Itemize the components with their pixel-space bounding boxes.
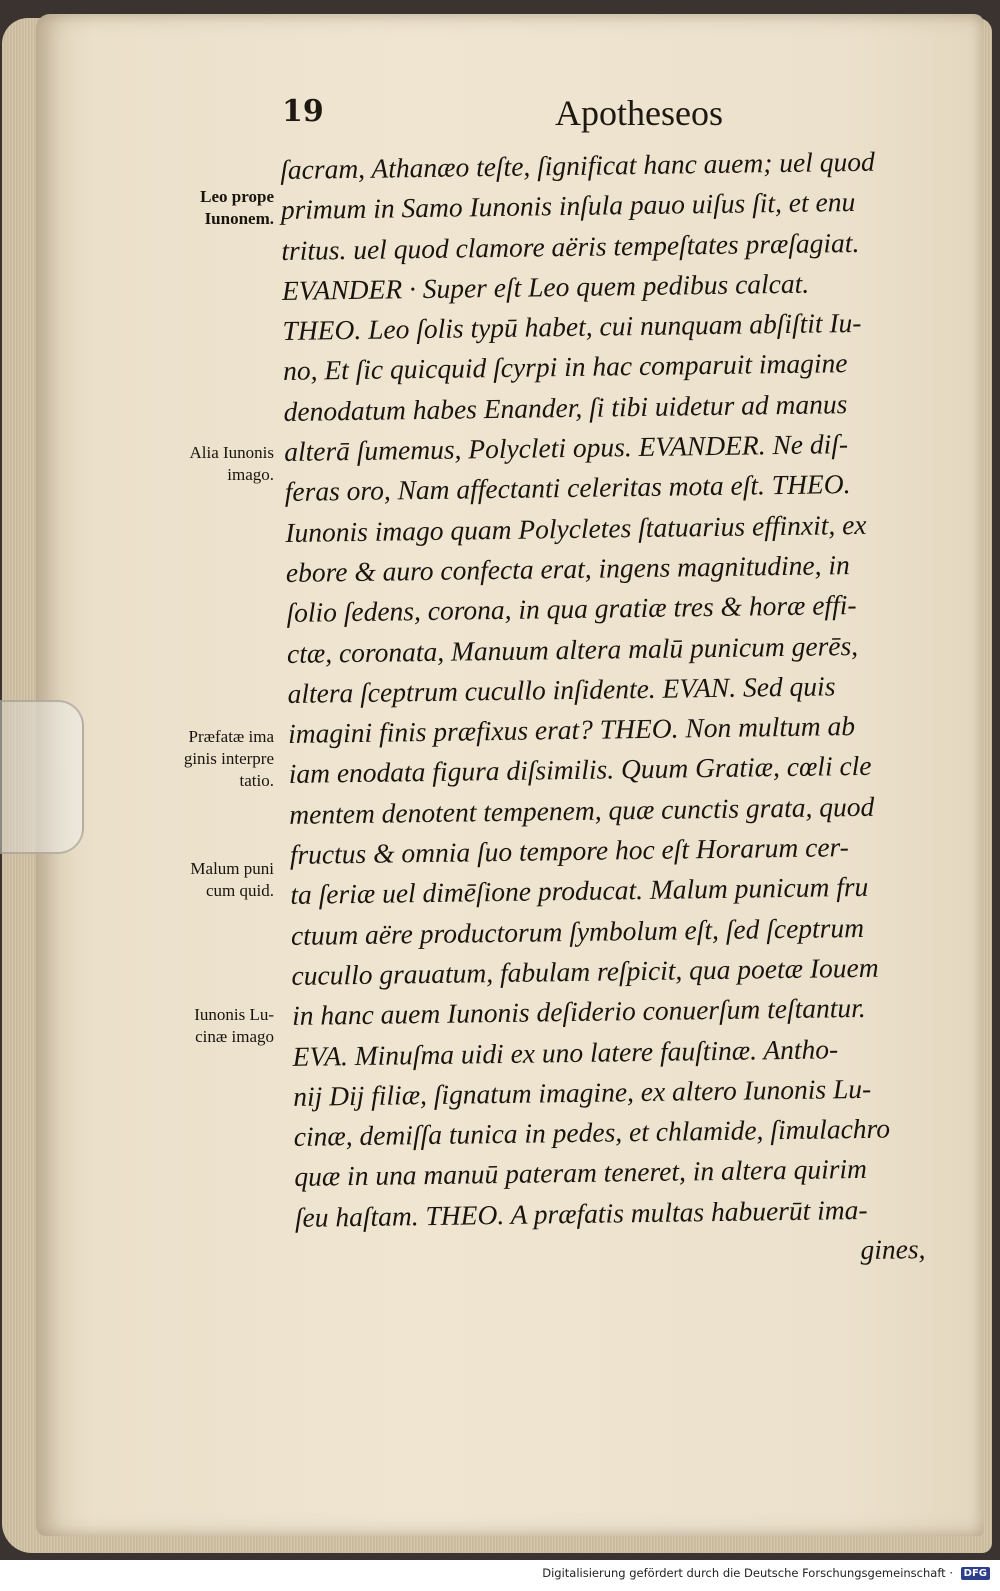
body-line: imagini finis præfixus erat? THEO. Non multum ab [287, 710, 856, 750]
body-line: Iunonis imago quam Polycletes ſtatuarius effinxit, ex [285, 508, 867, 548]
marginal-note-alia-iunonis: Alia Iunonis imago. [189, 443, 274, 484]
catchword: gines, [860, 1233, 926, 1266]
page-clip [0, 700, 84, 854]
body-line: EVANDER · Super eſt Leo quem pedibus calcat. [281, 267, 810, 306]
footer-credit: Digitalisierung gefördert durch die Deutsche Forschungsgemeinschaft · [542, 1566, 953, 1580]
body-line: altera ſceptrum cucullo inſidente. EVAN. Sed quis [287, 670, 836, 709]
body-line: no, Et ſic quicquid ſcyrpi in hac comparuit imagine [282, 347, 848, 387]
body-line: THEO. Leo ſolis typū habet, cui nunquam abſiſtit Iu- [282, 307, 862, 347]
body-line: alterā ſumemus, Polycleti opus. EVANDER. Ne diſ- [283, 428, 849, 468]
body-line: ſeu haſtam. THEO. A præfatis multas habuerūt ima- [294, 1193, 868, 1233]
marginal-note-praefatae: Præfatæ ima ginis interpre tatio. [183, 727, 274, 790]
body-line: in hanc auem Iunonis deſiderio conuerſum teſtantur. [291, 992, 866, 1032]
body-line: iam enodata figura diſsimilis. Quum Gratiæ, cœli cle [288, 750, 872, 790]
marginal-note-leo: Leo prope Iunonem. [200, 187, 274, 228]
body-line: ſolio ſedens, corona, in qua gratiæ tres & horæ effi- [286, 589, 857, 629]
page-number: 19 [282, 94, 324, 129]
body-line: tritus. uel quod clamore aëris tempeſtates præſagiat. [281, 226, 860, 266]
running-head: Apotheseos [555, 93, 723, 133]
dfg-logo-icon: DFG [961, 1567, 990, 1580]
body-line: ta ſeriæ uel dimēſione producat. Malum punicum fru [290, 871, 869, 911]
body-line: denodatum habes Enander, ſi tibi uidetur ad manus [283, 387, 848, 427]
body-text [280, 141, 926, 1278]
body-line: EVA. Minuſma uidi ex uno latere fauſtinæ. Antho- [292, 1032, 839, 1072]
body-line: cucullo grauatum, fabulam reſpicit, qua poetæ Iouem [291, 951, 879, 991]
body-line: ctuum aëre productorum ſymbolum eſt, ſed ſceptrum [290, 911, 865, 951]
digitization-footer [0, 1566, 1000, 1591]
body-line: ſacram, Athanæo teſte, ſignificat hanc auem; uel quod [280, 145, 875, 185]
body-line: quæ in una manuū pateram teneret, in altera quirim [294, 1153, 868, 1193]
body-line: ctæ, coronata, Manuum altera malū punicum gerēs, [286, 629, 859, 669]
body-line: primum in Samo Iunonis inſula pauo uiſus ſit, et enu [280, 186, 856, 226]
body-line: nij Dij filiæ, ſignatum imagine, ex altero Iunonis Lu- [292, 1072, 872, 1112]
body-line: feras oro, Nam affectanti celeritas mota eſt. THEO. [284, 468, 851, 508]
body-line: mentem denotent tempenem, quæ cunctis grata, quod [289, 790, 875, 830]
marginal-note-iunonis-lucinae: Iunonis Lu- cinæ imago [194, 1005, 274, 1046]
body-line: fructus & omnia ſuo tempore hoc eſt Horarum cer- [289, 831, 850, 870]
body-line: cinæ, demiſſa tunica in pedes, et chlamide, ſimulachro [293, 1112, 891, 1153]
marginal-note-malum-punicum: Malum puni cum quid. [190, 859, 274, 900]
body-line: ebore & auro confecta erat, ingens magnitudine, in [285, 549, 850, 588]
